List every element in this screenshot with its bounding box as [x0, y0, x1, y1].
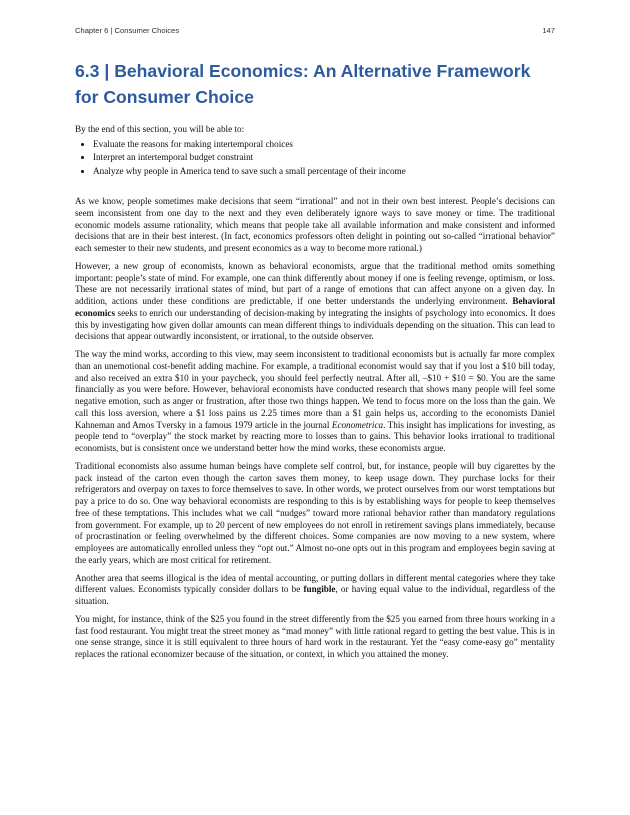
paragraph	[75, 573, 555, 608]
section-title-text: Behavioral Economics: An Alternative Framework for Consumer Choice	[75, 61, 531, 107]
paragraph: As we know, people sometimes make decisions that seem “irrational” and not in their own best interest. People’s decisions can seem inconsistent from one day to the next and they even deliberately ignore ways to save money or time. The traditional economic models assume rationality, which means that people take all available information and make consistent and informed decisions that are in their best interest. (In fact, economics professors often delight in pointing out so-called “irrational behavior” each semester to their new students, and present economics as a way to become more rational.)	[75, 196, 555, 253]
paragraph-text: Another area that seems illogical is the idea of mental accounting, or putting dollars in different mental categories where they take different values. Economists typically consider dollars to be	[75, 572, 555, 595]
title-separator: |	[104, 61, 110, 81]
paragraph-text: The way the mind works, according to this view, may seem inconsistent to traditional economists but is actually far more complex than an unemotional cost-benefit adding machine. For example, a traditional economist would say that if you lost a $10 bill today, and also received an extra $10 in your paycheck, you should feel perfectly neutral. After all, –$10 + $10 = $0. You are the same financially as you were before. However, behavioral economists have conducted research that shows many people will feel some negative emotion, such as anger or frustration, after those two things happen. We tend to focus more on the loss than the gain. We call this loss aversion, where a $1 loss pains us 2.25 times more than a $1 gain helps us, according to the economists Daniel Kahneman and Amos Tversky in a famous 1979 article in the journal	[75, 349, 555, 430]
paragraph	[75, 349, 555, 455]
paragraph	[75, 261, 555, 343]
objectives-list	[75, 138, 555, 179]
objective-item: • Analyze why people in America tend to save such a small percentage of their income	[93, 165, 555, 179]
section-title	[75, 58, 555, 110]
body-text	[75, 196, 555, 667]
section-number: 6.3	[75, 61, 100, 81]
key-term: fungible	[303, 584, 336, 595]
learning-objectives	[75, 123, 555, 178]
page-number: 147	[542, 26, 555, 35]
paragraph: Traditional economists also assume human beings have complete self control, but, for instance, people will buy cigarettes by the pack instead of the carton even though the carton saves them money, to keep usage down. They purchase locks for their refrigerators and overpay on taxes to force themselves to save. In other words, we protect ourselves from our worst temptations but pay a price to do so. One way behavioral economists are responding to this is by establishing ways for people to keep themselves free of these temptations. This includes what we call “nudges” toward more rational behavior rather than mandatory regulations from government. For example, up to 20 percent of new employees do not enroll in retirement savings plans immediately, because of procrastination or feeling overwhelmed by the different choices. Some companies are now moving to a new system, where employees are automatically enrolled unless they “opt out.” Almost no-one opts out in this program and employees begin saving at the early years, which are most critical for retirement.	[75, 460, 555, 565]
key-term: Behavioral economics	[75, 296, 555, 318]
chapter-header: Chapter 6 | Consumer Choices	[75, 26, 180, 35]
paragraph: You might, for instance, think of the $25 you found in the street differently from the $25 you earned from three hours working in a fast food restaurant. You might treat the street money as “mad money” with little rational regard to getting the best value. This is in one sense strange, since it is still equivalent to three hours of hard work in the restaurant. Yet the “easy come-easy go” mentality replaces the rational economizer because of the situation, or context, in which you attained the money.	[75, 613, 555, 659]
paragraph-text: , or having equal value to the individual, regardless of the situation.	[75, 584, 555, 606]
paragraph-text: seeks to enrich our understanding of decision-making by integrating the insights of psychology into economics. It does this by investigating how given dollar amounts can mean different things to individuals depending on the situation. This can lead to decisions that appear outwardly inconsistent, or irrational, to the outside observer.	[75, 307, 555, 342]
paragraph-text: However, a new group of economists, known as behavioral economists, argue that the traditional method omits something important: people’s state of mind. For example, one can think differently about money if one is feeling revenge, optimism, or loss. These are not necessarily irrational states of mind, but part of a range of emotions that can affect anyone on a given day. In addition, actions under these conditions are predictable, if one better understands the underlying environment.	[75, 260, 555, 306]
objective-item: • Evaluate the reasons for making intertemporal choices	[93, 138, 555, 152]
objectives-intro: By the end of this section, you will be able to:	[75, 124, 245, 134]
journal-title: Econometrica	[331, 419, 384, 430]
objective-item: • Interpret an intertemporal budget constraint	[93, 151, 555, 165]
paragraph-text: . This insight has implications for investing, as people tend to “overplay” the stock market by reacting more to losses than to gains. This behavior looks irrational to traditional economists, but is consistent once we understand better how the mind works, these economists argue.	[75, 419, 555, 453]
